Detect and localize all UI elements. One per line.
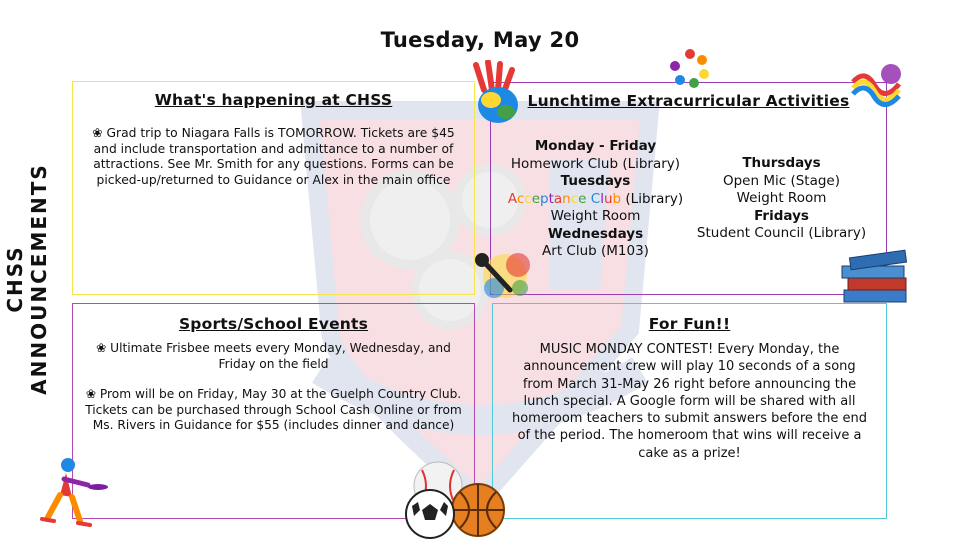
rainbow-letter: C — [590, 190, 601, 207]
club-word — [591, 191, 621, 207]
lunchtime-right-column — [689, 155, 874, 243]
sports-balls-icon — [400, 458, 510, 540]
sports-item-prom: ❀ Prom will be on Friday, May 30 at the Guelph Country Club. Tickets can be purchased through School Cash Online or from Ms. Rivers in Guidance for $55 (includes dinner and dance) — [85, 387, 462, 432]
rainbow-letter: c — [516, 190, 525, 207]
rainbow-letter: a — [553, 190, 563, 207]
label-thursdays: Thursdays — [742, 155, 821, 171]
activity-homework-club: Homework Club (Library) — [510, 155, 681, 172]
rainbow-letter: A — [507, 190, 517, 207]
activity-art-club: Art Club (M103) — [542, 243, 649, 259]
rainbow-letter: e — [531, 190, 541, 207]
happening-title: What's happening at CHSS — [154, 91, 393, 109]
acceptance-word — [508, 191, 587, 207]
label-tuesdays: Tuesdays — [560, 173, 631, 189]
activity-acceptance-club: Acceptance Club (Library) — [507, 190, 684, 207]
happening-text: ❀ Grad trip to Niagara Falls is TOMORROW. Tickets are $45 and include transportation and admittance to a number of attractions. See Mr. Smith for any questions. Forms can be picked-up/returned to Guidance or Alex in the main office — [92, 126, 455, 187]
label-monday-friday: Monday - Friday — [534, 138, 657, 154]
rainbow-letter: c — [524, 190, 532, 207]
lunchtime-panel — [490, 82, 887, 295]
microphone-splash-icon — [470, 240, 540, 305]
label-fridays: Fridays — [754, 207, 809, 224]
books-stack-icon — [838, 248, 918, 308]
fun-title: For Fun!! — [648, 315, 731, 333]
rainbow-letter: b — [612, 190, 622, 207]
rainbow-letter: c — [570, 190, 579, 207]
activity-weight-room: Weight Room — [550, 208, 641, 224]
fun-text: MUSIC MONDAY CONTEST! Every Monday, the announcement crew will play 10 seconds of a song from March 31-May 26 right before announcing the lunch special. A Google form will be shared with all homeroom teachers to submit answers before the end of the period. The homeroom that wins will receive a cake as a prize! — [511, 342, 868, 461]
sidebar-title: CHSS ANNOUNCEMENTS — [3, 163, 51, 395]
unity-circle-icon — [668, 48, 712, 88]
activity-weight-room-thu: Weight Room — [736, 190, 827, 206]
lunchtime-title: Lunchtime Extracurricular Activities — [527, 92, 850, 110]
sports-item-frisbee: ❀ Ultimate Frisbee meets every Monday, Wednesday, and Friday on the field — [96, 341, 451, 371]
label-wednesdays: Wednesdays — [547, 225, 644, 242]
fun-panel — [492, 303, 887, 519]
rainbow-letter: l — [600, 190, 604, 207]
page-date: Tuesday, May 20 — [380, 28, 580, 52]
rainbow-letter: u — [603, 190, 613, 207]
happening-panel — [72, 81, 475, 295]
rainbow-letter: e — [578, 190, 587, 207]
activity-student-council: Student Council (Library) — [696, 225, 867, 241]
rainbow-letter: n — [562, 190, 571, 207]
paint-hand-icon — [466, 60, 526, 130]
sports-title: Sports/School Events — [178, 315, 369, 333]
activity-open-mic: Open Mic (Stage) — [722, 172, 840, 189]
rainbow-letter: p — [540, 190, 549, 207]
rainbow-letter: t — [548, 190, 554, 207]
frisbee-player-icon — [28, 455, 110, 533]
rainbow-ribbons-icon — [845, 62, 907, 112]
